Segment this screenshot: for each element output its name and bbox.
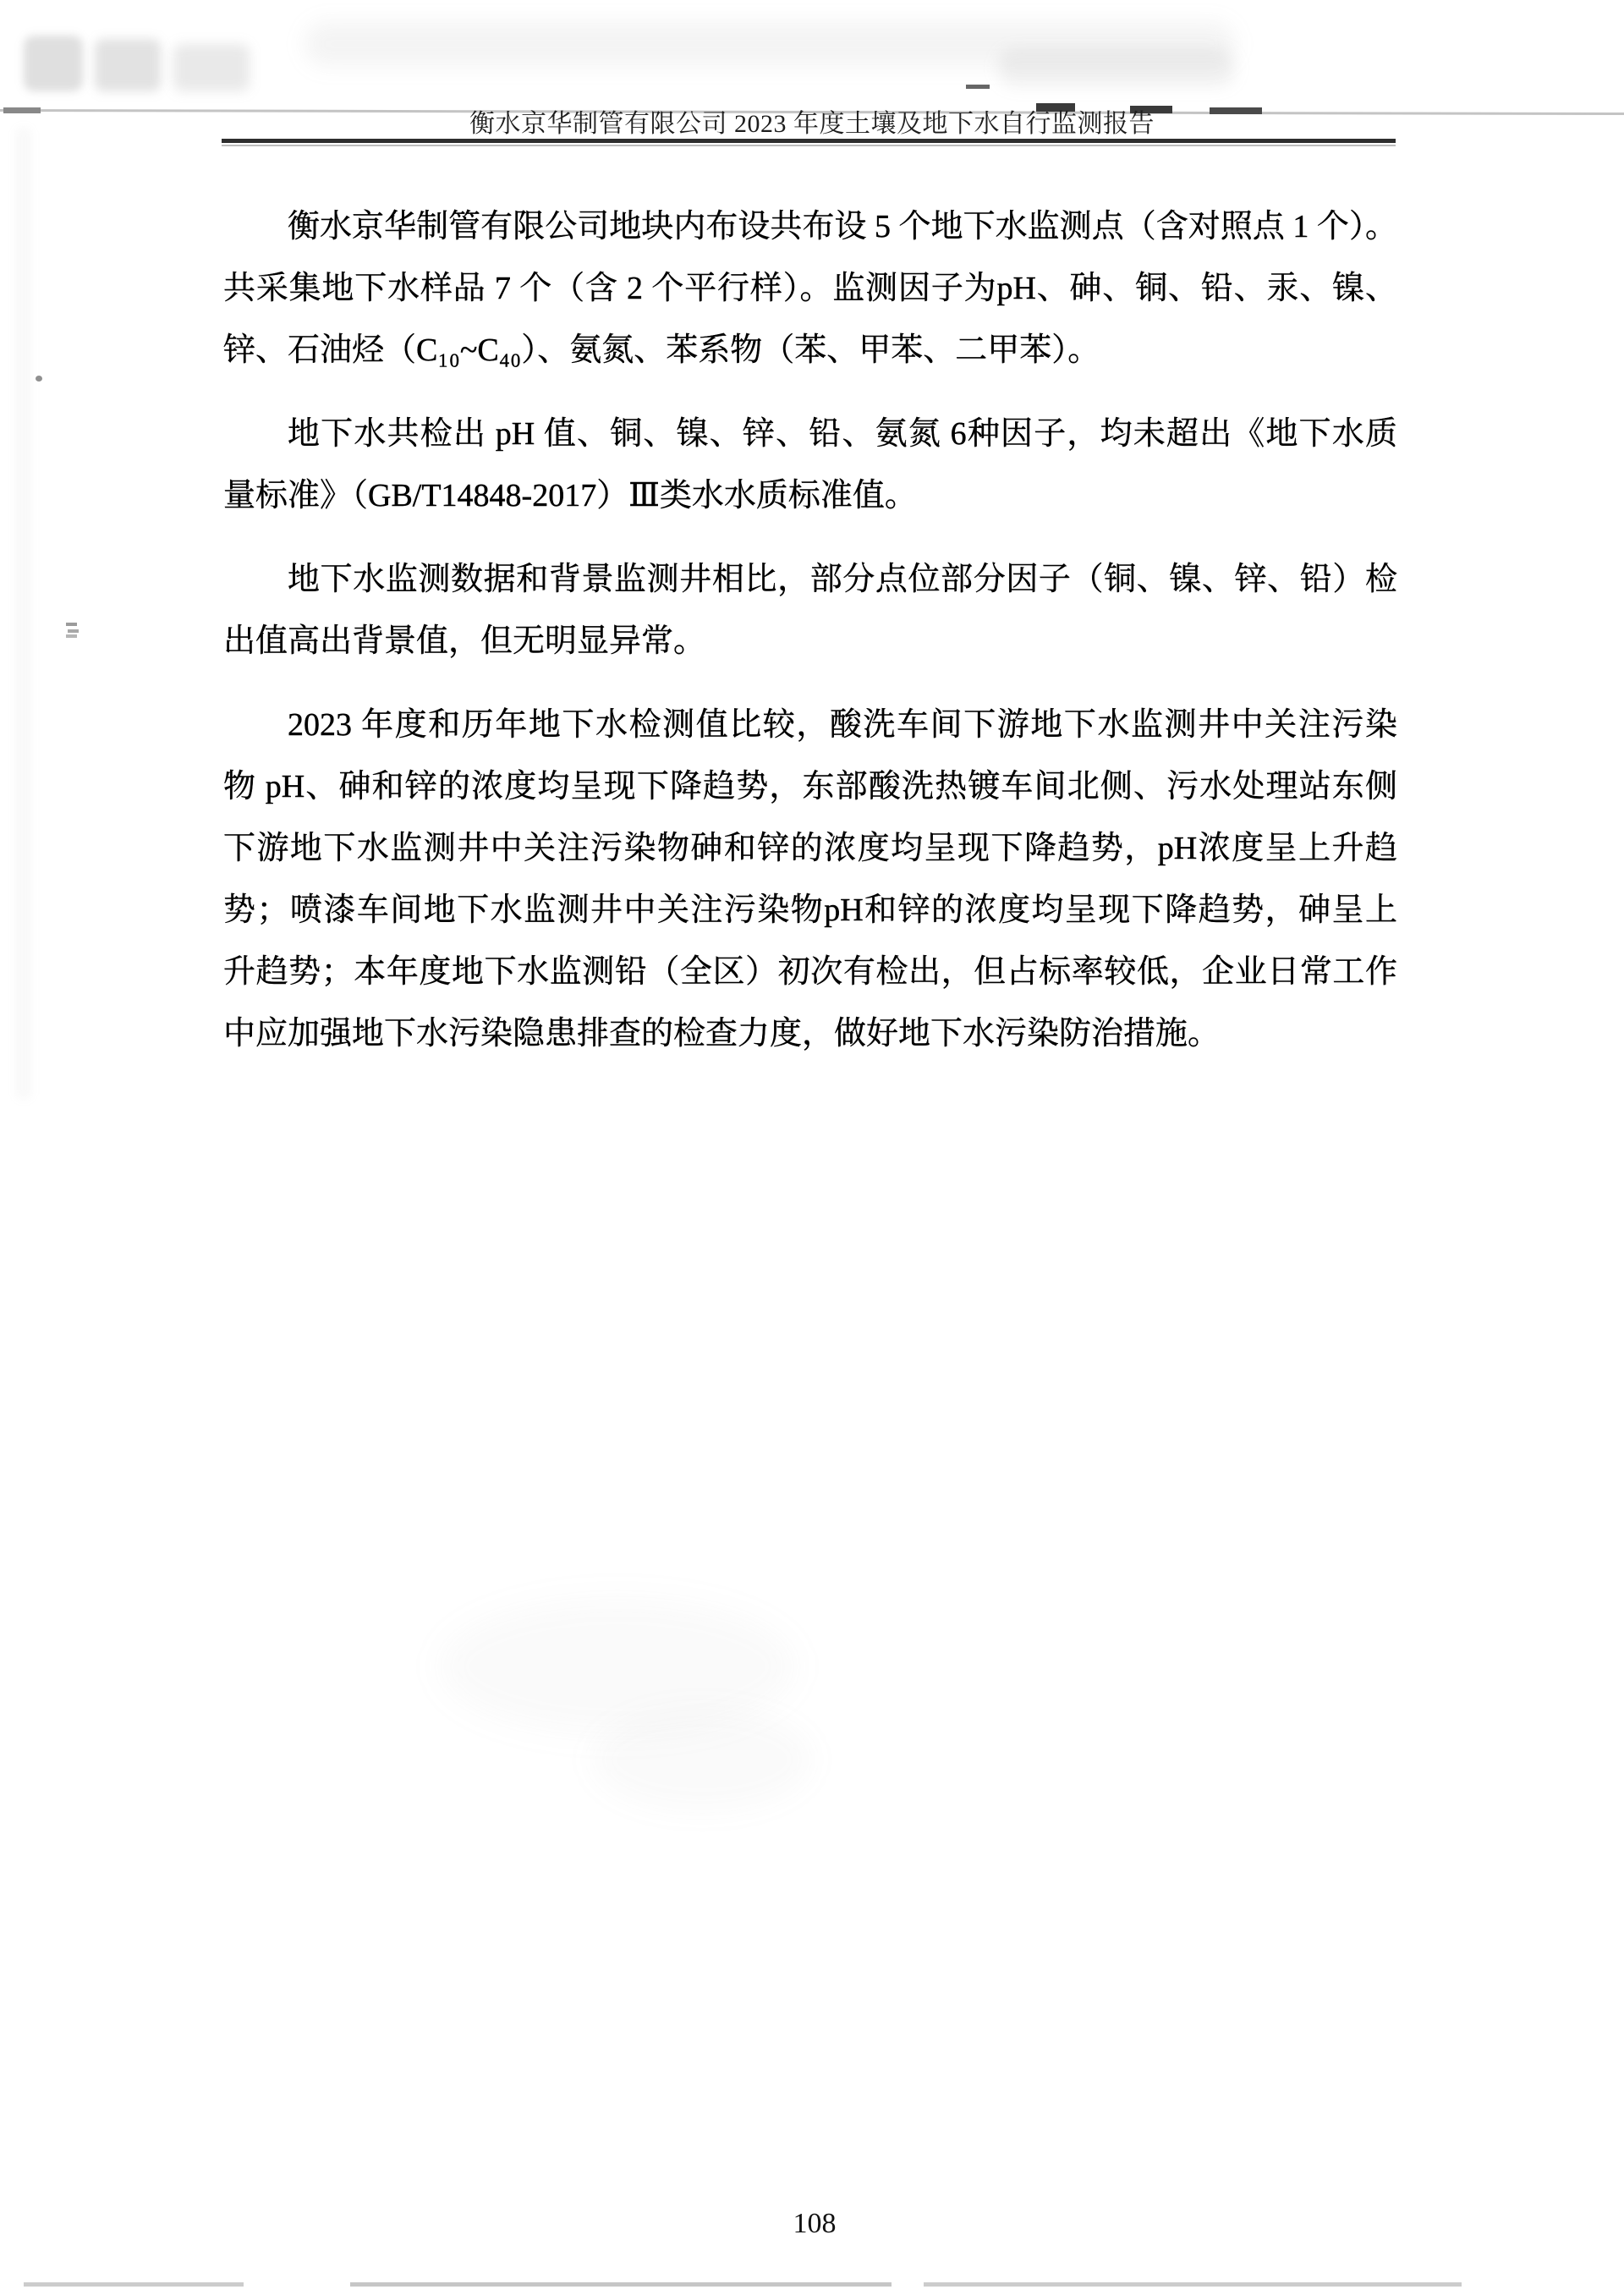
scan-speck-artifact xyxy=(36,376,42,382)
paragraph-4 xyxy=(223,695,1397,1065)
paragraph-2 xyxy=(223,404,1397,527)
scan-ghost-artifact xyxy=(592,1709,812,1810)
header-rule-shadow xyxy=(222,145,1396,146)
scan-band-artifact xyxy=(924,2282,1462,2287)
text-line: 量标准》（GB/T14848-2017）Ⅲ类水水质标准值。 xyxy=(223,478,917,513)
scan-ghost-artifact xyxy=(304,22,1235,66)
page-number: 108 xyxy=(793,2208,837,2239)
scan-ghost-artifact xyxy=(95,39,161,91)
text-line: 升趋势；本年度地下水监测铅（全区）初次有检出，但占标率较低，企业日常工作 xyxy=(223,954,1397,990)
scan-speck-artifact xyxy=(66,623,77,626)
scan-ghost-artifact xyxy=(440,1599,795,1734)
text-line: 下游地下水监测井中关注污染物砷和锌的浓度均呈现下降趋势，pH浓度呈上升趋 xyxy=(223,831,1397,866)
page-footer xyxy=(0,2208,1624,2240)
paragraph-1 xyxy=(223,196,1397,382)
text-line: 地下水监测数据和背景监测井相比，部分点位部分因子（铜、镍、锌、铅）检 xyxy=(288,562,1397,597)
scan-band-artifact xyxy=(350,2282,892,2287)
paragraph-3 xyxy=(223,549,1397,673)
text-line: 锌、石油烃（C₁₀~C₄₀）、氨氮、苯系物（苯、甲苯、二甲苯）。 xyxy=(223,332,1100,368)
text-line: 势；喷漆车间地下水监测井中关注污染物pH和锌的浓度均呈现下降趋势，砷呈上 xyxy=(223,892,1397,928)
text-line: 出值高出背景值，但无明显异常。 xyxy=(223,623,706,659)
scan-ghost-artifact xyxy=(15,127,32,1100)
text-line: 地下水共检出 pH 值、铜、镍、锌、铅、氨氮 6种因子，均未超出《地下水质 xyxy=(288,416,1397,452)
scan-band-artifact xyxy=(24,2282,244,2287)
scan-ghost-artifact xyxy=(173,44,250,91)
scan-ghost-artifact xyxy=(24,36,83,91)
text-line: 中应加强地下水污染隐患排查的检查力度，做好地下水污染防治措施。 xyxy=(223,1016,1221,1051)
text-line: 共采集地下水样品 7 个（含 2 个平行样）。监测因子为pH、砷、铜、铅、汞、镍、 xyxy=(223,271,1397,306)
text-line: 衡水京华制管有限公司地块内布设共布设 5 个地下水监测点（含对照点 1 个）。 xyxy=(288,209,1397,244)
header-rule xyxy=(222,139,1396,143)
scan-dash-artifact xyxy=(966,85,990,89)
scan-ghost-artifact xyxy=(998,49,1235,86)
document-body xyxy=(223,196,1397,1087)
running-header-title: 衡水京华制管有限公司 2023 年度土壤及地下水自行监测报告 xyxy=(469,110,1155,138)
text-line: 2023 年度和历年地下水检测值比较，酸洗车间下游地下水监测井中关注污染 xyxy=(288,707,1397,743)
text-line: 物 pH、砷和锌的浓度均呈现下降趋势，东部酸洗热镀车间北侧、污水处理站东侧 xyxy=(223,769,1397,804)
